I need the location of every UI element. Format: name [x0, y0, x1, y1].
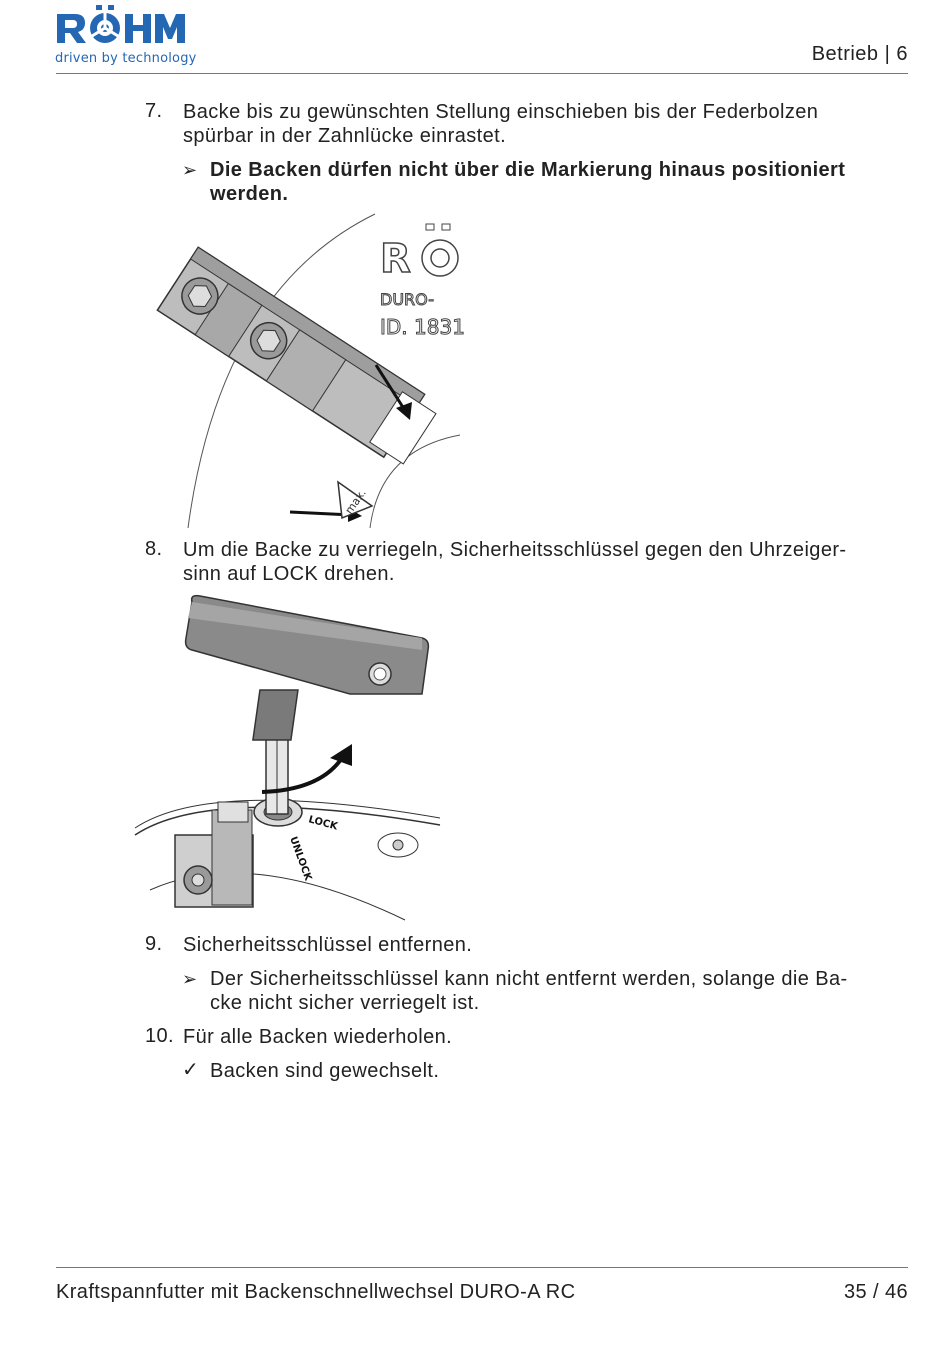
step-7-line-2: spürbar in der Zahnlücke einrastet.: [183, 125, 507, 147]
roehm-logo: [55, 4, 197, 68]
step-9-number: 9.: [145, 933, 163, 955]
step-8-line-2: sinn auf LOCK drehen.: [183, 563, 395, 585]
step-7-line-1: Backe bis zu gewünschten Stellung einschieben bis der Federbolzen: [183, 101, 819, 123]
header-divider: [56, 73, 908, 74]
safety-key-illustration: [130, 590, 450, 922]
step-9-result-line-1: Der Sicherheitsschlüssel kann nicht entfernt werden, solange die Ba-: [210, 968, 848, 990]
step-7-warning: [210, 158, 910, 206]
step-10-result: Backen sind gewechselt.: [210, 1060, 440, 1082]
jaw-insertion-illustration: [130, 210, 470, 530]
step-10-text: Für alle Backen wiederholen.: [183, 1026, 453, 1048]
step-9-result-marker: ➢: [182, 969, 198, 989]
footer-title: Kraftspannfutter mit Backenschnellwechsel DURO-A RC: [56, 1281, 576, 1303]
chuck-id-text: ID. 1831: [380, 315, 465, 339]
figure-jaw-insertion: [130, 210, 470, 530]
step-7-warning-line-1: Die Backen dürfen nicht über die Markierung hinaus positioniert: [210, 159, 846, 181]
logo-tagline: driven by technology: [55, 51, 197, 66]
header: [0, 0, 950, 80]
step-8-line-1: Um die Backe zu verriegeln, Sicherheitsschlüssel gegen den Uhrzeiger-: [183, 539, 847, 561]
step-7-warning-marker: ➢: [182, 160, 198, 180]
unlock-label: UNLOCK: [287, 835, 314, 883]
step-9-result-line-2: cke nicht sicher verriegelt ist.: [210, 992, 480, 1014]
step-8-text: [183, 538, 903, 586]
max-marker-label: max.: [342, 486, 369, 517]
step-9-result: [210, 967, 910, 1015]
section-title: Betrieb | 6: [811, 43, 908, 65]
chuck-brand-text: R: [380, 236, 411, 282]
figure-safety-key: [130, 590, 450, 922]
footer-divider: [56, 1267, 908, 1268]
chuck-product-text: DURO-: [380, 290, 434, 309]
page-number: 35 / 46: [844, 1281, 908, 1303]
step-8-number: 8.: [145, 538, 163, 560]
step-7-number: 7.: [145, 100, 163, 122]
step-7-warning-line-2: werden.: [210, 183, 289, 205]
step-10-number: 10.: [145, 1025, 175, 1047]
step-7-text: [183, 100, 903, 148]
step-9-text: Sicherheitsschlüssel entfernen.: [183, 934, 473, 956]
lock-label: LOCK: [307, 814, 339, 833]
checkmark-icon: ✓: [182, 1059, 200, 1081]
